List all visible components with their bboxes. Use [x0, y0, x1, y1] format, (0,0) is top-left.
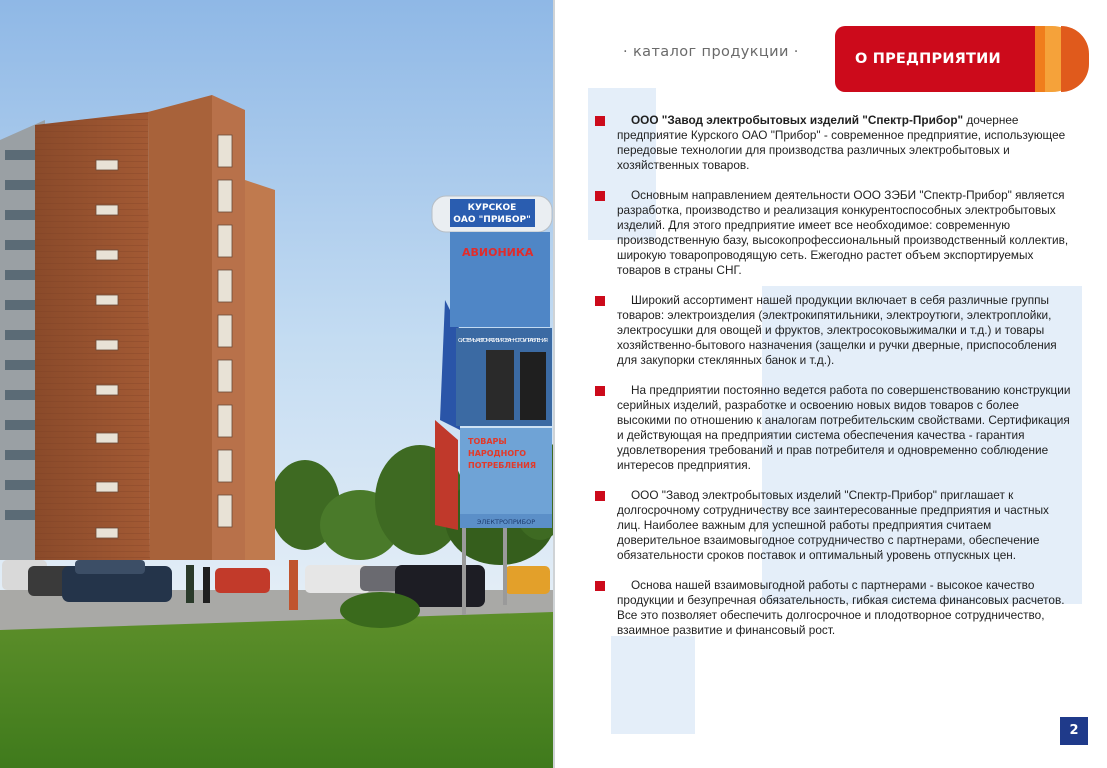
- paragraph-2-text: Основным направлением деятельности ООО ЗЭБИ "Спектр-Прибор" является разработка, производство и реализация конкурентоспособных электробытовых изделий. Для этого предприятие имеет все необходимое: современную производственную базу, высокопрофессиональный производственный коллектив, широкую товаропроводящую сеть. Ежегодно растет объем экспортируемых товаров в страны СНГ.: [617, 188, 1069, 277]
- paragraph-2: [595, 188, 1075, 278]
- catalog-page: [555, 0, 1107, 768]
- banner-goods-1: ТОВАРЫ: [468, 437, 507, 446]
- tab-stripe-4: [1061, 26, 1089, 92]
- page-number: 2: [1060, 717, 1088, 745]
- sign-top-line2: ОАО "ПРИБОР": [453, 215, 531, 225]
- paragraph-5-text: ООО "Завод электробытовых изделий "Спектр-Прибор" приглашает к долгосрочному сотрудничеству все заинтересованные предприятия и частных лиц. Наиболее важным для успешной работы предприятия считаем доверительное взаимовыгодное сотрудничество с партнерами, обеспечение обязательности сроков поставок и оптимальный уровень отпускных цен.: [617, 488, 1049, 562]
- paragraph-1: [595, 113, 1075, 173]
- bullet-square: [595, 491, 605, 501]
- paragraph-1-text: дочернее предприятие Курского ОАО "Прибор" - современное предприятие, использующее передовые технологии для производства различных электробытовых и хозяйственных товаров.: [617, 113, 1066, 172]
- bullet-square: [595, 191, 605, 201]
- paragraph-3-text: Широкий ассортимент нашей продукции включает в себя различные группы товаров: электроизделия (электрокипятильники, электроутюги, электроплойки, электросушки для овощей и фруктов, электросоковыжималки и т.д.) и товары хозяйственно-бытового назначения (защелки и ручки дверные, приспособления для закупорки стеклянных банок и т.д.).: [617, 293, 1057, 367]
- banner-avionika: АВИОНИКА: [462, 246, 534, 259]
- factory-photo: [0, 0, 553, 768]
- paragraph-1-bold: ООО "Завод электробытовых изделий "Спектр-Прибор": [631, 113, 964, 127]
- paragraph-5: [595, 488, 1075, 563]
- banner-goods-2: НАРОДНОГО: [468, 449, 527, 458]
- section-tab: [835, 26, 1089, 92]
- paragraph-6-text: Основа нашей взаимовыгодной работы с партнерами - высокое качество продукции и безупречная обязательность, гибкая система финансовых расчетов. Все это позволяет обеспечить долгосрочное и плодотворное сотрудничество, взаимное развитие и финансовый рост.: [617, 578, 1065, 637]
- banner-elektropribor: ЭЛЕКТРОПРИБОР: [476, 518, 536, 526]
- banner-goods-3: ПОТРЕБЛЕНИЯ: [468, 461, 537, 470]
- bullet-square: [595, 296, 605, 306]
- content: [595, 113, 1075, 653]
- paragraph-4: [595, 383, 1075, 473]
- catalog-label: · каталог продукции ·: [623, 44, 799, 60]
- banner-systems: СИСТЕМЫ АВТОМАТИЗИРОВАННОГО УПРАВЛЕНИЯ: [458, 338, 548, 344]
- sign-top-line1: КУРСКОЕ: [467, 203, 517, 213]
- bullet-square: [595, 386, 605, 396]
- bullet-square: [595, 116, 605, 126]
- section-title: О ПРЕДПРИЯТИИ: [855, 51, 1001, 67]
- paragraph-6: [595, 578, 1075, 638]
- bullet-square: [595, 581, 605, 591]
- paragraph-4-text: На предприятии постоянно ведется работа по совершенствованию конструкции серийных изделий, разработке и освоению новых видов товаров с более высокими по отношению к аналогам потребительским свойствами. Сертификация и действующая на предприятии система обеспечения качества - гарантия удовлетворения требований и прав потребителя и одновременно соблюдение интересов предприятия.: [617, 383, 1071, 472]
- paragraph-3: [595, 293, 1075, 368]
